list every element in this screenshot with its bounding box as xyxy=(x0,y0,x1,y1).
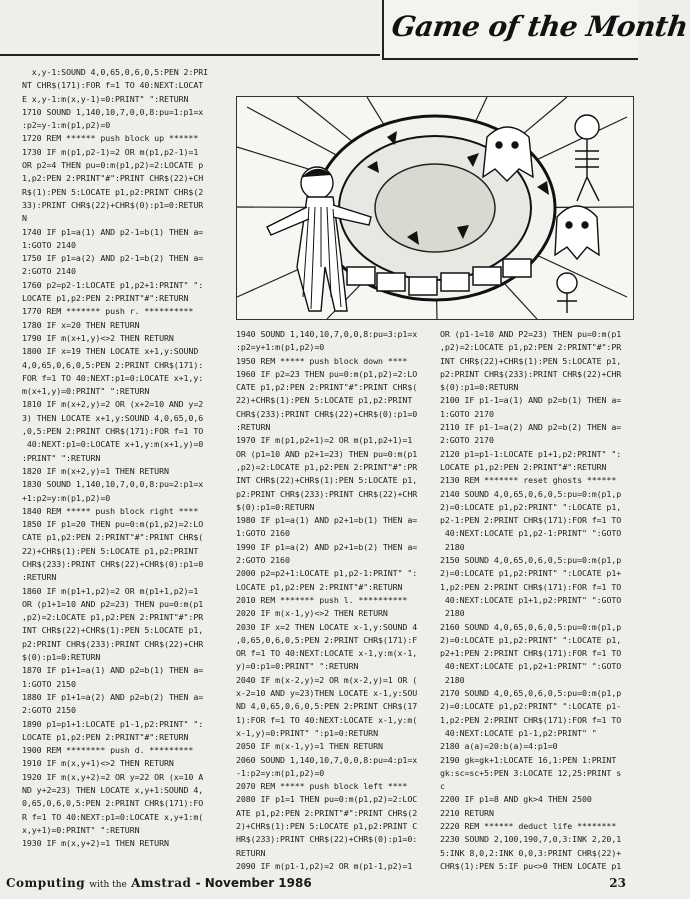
code-line: 22)+CHR$(1):PEN 5:LOCATE p1,p2:PRINT xyxy=(22,545,199,556)
code-line: +1:p2=y:m(p1,p2)=0 xyxy=(22,492,111,503)
code-line: 22)+CHR$(1):PEN 5:LOCATE p1,p2:PRINT xyxy=(236,395,413,406)
code-line: CATE p1,p2:PEN 2:PRINT"#":PRINT CHR$( xyxy=(236,382,418,393)
code-line: 1790 IF m(x+1,y)<>2 THEN RETURN xyxy=(22,332,174,343)
code-line: x-2=10 AND y=23)THEN LOCATE x-1,y:SOU xyxy=(236,688,418,699)
code-line: 1710 SOUND 1,140,10,7,0,0,8:pu=1:p1=x xyxy=(22,106,204,117)
magazine-name-part-3: Amstrad xyxy=(131,876,192,890)
code-line: 1890 p1=p1+1:LOCATE p1-1,p2:PRINT" ": xyxy=(22,718,204,729)
code-line: 2130 REM ******* reset ghosts ****** xyxy=(440,475,617,486)
code-line: 2080 IF p1=1 THEN pu=0:m(p1,p2)=2:LOC xyxy=(236,794,418,805)
code-line: :RETURN xyxy=(236,422,271,433)
code-line: 1730 IF m(p1,p2-1)=2 OR m(p1,p2-1)=1 xyxy=(22,146,199,157)
code-line: ,p2)=2:LOCATE p1,p2:PEN 2:PRINT"#":PR xyxy=(22,612,204,623)
code-line: ,p2)=2:LOCATE p1,p2:PEN 2:PRINT"#":PR xyxy=(440,342,622,353)
code-line: :p2=y-1:m(p1,p2)=0 xyxy=(22,120,111,131)
section-title: Game of the Month xyxy=(389,10,690,43)
code-line: 2:GOTO 2170 xyxy=(440,435,494,446)
code-line: 40:NEXT:LOCATE p1+1,p2:PRINT" ":GOTO xyxy=(440,594,622,605)
footer-separator: - xyxy=(195,876,201,890)
code-line: 1,p2:PEN 2:PRINT CHR$(171):FOR f=1 TO xyxy=(440,714,622,725)
code-line: x,y-1:SOUND 4,0,65,0,6,0,5:PEN 2:PRI xyxy=(22,67,209,77)
code-line: OR p2=4 THEN pu=0:m(p1,p2)=2:LOCATE p xyxy=(22,160,204,171)
code-line: 2230 SOUND 2,100,190,7,0,3:INK 2,20,1 xyxy=(440,834,622,845)
code-line: LOCATE p1,p2:PEN 2:PRINT"#":RETURN xyxy=(440,461,607,472)
code-line: 2)+CHR$(1):PEN 5:LOCATE p1,p2:PRINT C xyxy=(236,820,418,831)
code-line: 2200 IF p1=8 AND gk>4 THEN 2500 xyxy=(440,794,592,805)
code-line: 2:GOTO 2140 xyxy=(22,266,76,277)
code-line: ,p2)=2:LOCATE p1,p2:PEN 2:PRINT"#":PR xyxy=(236,461,418,472)
code-line: 2020 IF m(x-1,y)<>2 THEN RETURN xyxy=(236,608,388,619)
code-line: CHR$(233):PRINT CHR$(22)+CHR$(0):p1=0 xyxy=(236,408,418,419)
code-line: 1780 IF x=20 THEN RETURN xyxy=(22,319,140,330)
code-line: 3) THEN LOCATE x+1,y:SOUND 4,0,65,0,6 xyxy=(22,412,204,423)
code-line: 2010 REM ******* push l. ********** xyxy=(236,594,408,605)
page-header xyxy=(0,0,690,62)
code-line: 2)=0:LOCATE p1,p2:PRINT" ":LOCATE p1- xyxy=(440,701,622,712)
code-line: 2180 xyxy=(440,674,465,685)
code-line: 2090 IF m(p1-1,p2)=2 OR m(p1-1,p2)=1 xyxy=(236,860,413,871)
code-line: HR$(233):PRINT CHR$(22)+CHR$(0):p1=0: xyxy=(236,834,418,845)
code-line: m(x+1,y)=0:PRINT" ":RETURN xyxy=(22,386,150,397)
code-line: 1:GOTO 2160 xyxy=(236,528,290,539)
code-line: 4,0,65,0,6,0,5:PEN 2:PRINT CHR$(171): xyxy=(22,359,204,370)
code-line: 1900 REM ******** push d. ********* xyxy=(22,745,194,756)
code-line: 1980 IF p1=a(1) AND p2+1=b(1) THEN a= xyxy=(236,515,418,526)
listing-column-1 xyxy=(22,66,222,851)
code-line: 1:GOTO 2150 xyxy=(22,678,76,689)
code-line: c xyxy=(440,781,445,792)
code-line: FOR f=1 TO 40:NEXT:p1=0:LOCATE x+1,y: xyxy=(22,372,204,383)
code-line: 1950 REM ***** push block down **** xyxy=(236,355,408,366)
code-line: 2:GOTO 2150 xyxy=(22,705,76,716)
code-line: 1840 REM ***** push block right **** xyxy=(22,505,199,516)
code-line: 1960 IF p2=23 THEN pu=0:m(p1,p2)=2:LO xyxy=(236,368,418,379)
code-line: 5:INK 8,0,2:INK 0,0,3:PRINT CHR$(22)+ xyxy=(440,847,622,858)
code-line: 1760 p2=p2-1:LOCATE p1,p2+1:PRINT" ": xyxy=(22,279,204,290)
code-line: :p2=y+1:m(p1,p2)=0 xyxy=(236,342,325,353)
code-line: 1860 IF m(p1+1,p2)=2 OR m(p1+1,p2)=1 xyxy=(22,585,199,596)
code-line: p2:PRINT CHR$(233):PRINT CHR$(22)+CHR xyxy=(236,488,418,499)
code-line: 2)=0:LOCATE p1,p2:PRINT" ":LOCATE p1+ xyxy=(440,568,622,579)
code-line: 2190 gk=gk+1:LOCATE 16,1:PEN 1:PRINT xyxy=(440,754,617,765)
code-line: 2030 IF x=2 THEN LOCATE x-1,y:SOUND 4 xyxy=(236,621,418,632)
code-line: 40:NEXT:LOCATE p1,p2-1:PRINT" ":GOTO xyxy=(440,528,622,539)
code-line: LOCATE p1,p2:PEN 2:PRINT"#":RETURN xyxy=(22,293,189,304)
code-line: N xyxy=(22,213,27,224)
code-line: ND 4,0,65,0,6,0,5:PEN 2:PRINT CHR$(17 xyxy=(236,701,418,712)
code-line: INT CHR$(22)+CHR$(1):PEN 5:LOCATE p1, xyxy=(440,355,622,366)
code-line: 2)=0:LOCATE p1,p2:PRINT" ":LOCATE p1, xyxy=(440,634,622,645)
code-line: 1740 IF p1=a(1) AND p2-1=b(1) THEN a= xyxy=(22,226,204,237)
code-line: ,0,65,0,6,0,5:PEN 2:PRINT CHR$(171):F xyxy=(236,634,418,645)
code-line: RETURN xyxy=(236,847,266,858)
code-line: 2120 p1=p1-1:LOCATE p1+1,p2:PRINT" ": xyxy=(440,448,622,459)
code-line: NT CHR$(171):FOR f=1 TO 40:NEXT:LOCAT xyxy=(22,80,204,91)
page-number: 23 xyxy=(609,876,626,890)
code-line: OR f=1 TO 40:NEXT:LOCATE x-1,y:m(x-1, xyxy=(236,648,418,659)
code-line: $(0):p1=0:RETURN xyxy=(22,652,101,663)
listing-column-2 xyxy=(236,328,432,873)
code-line: E x,y-1:m(x,y-1)=0:PRINT" ":RETURN xyxy=(22,93,189,104)
code-line: 1880 IF p1+1=a(2) AND p2=b(2) THEN a= xyxy=(22,691,204,702)
code-line: CHR$(233):PRINT CHR$(22)+CHR$(0):p1=0 xyxy=(22,558,204,569)
code-line: 1910 IF m(x,y+1)<>2 THEN RETURN xyxy=(22,758,174,769)
code-line: ATE p1,p2:PEN 2:PRINT"#":PRINT CHR$(2 xyxy=(236,807,418,818)
code-line: 2000 p2=p2+1:LOCATE p1,p2-1:PRINT" ": xyxy=(236,568,418,579)
code-line: R f=1 TO 40:NEXT:p1=0:LOCATE x,y+1:m( xyxy=(22,811,204,822)
code-line: 40:NEXT:LOCATE p1,p2+1:PRINT" ":GOTO xyxy=(440,661,622,672)
code-line: 2:GOTO 2160 xyxy=(236,555,290,566)
code-line: ND y+2=23) THEN LOCATE x,y+1:SOUND 4, xyxy=(22,785,204,796)
code-line: gk:sc=sc+5:PEN 3:LOCATE 12,25:PRINT s xyxy=(440,767,622,778)
code-line: 2050 IF m(x-1,y)=1 THEN RETURN xyxy=(236,741,383,752)
code-line: LOCATE p1,p2:PEN 2:PRINT"#":RETURN xyxy=(236,581,403,592)
code-line: OR (p1=10 AND p2+1=23) THEN pu=0:m(p1 xyxy=(236,448,418,459)
code-line: OR (p1+1=10 AND p2=23) THEN pu=0:m(p1 xyxy=(22,598,204,609)
code-line: 1990 IF p1=a(2) AND p2+1=b(2) THEN a= xyxy=(236,541,418,552)
code-line: CATE p1,p2:PEN 2:PRINT"#":PRINT CHR$( xyxy=(22,532,204,543)
code-line: p2:PRINT CHR$(233):PRINT CHR$(22)+CHR xyxy=(22,638,204,649)
code-line: y)=0:p1=0:PRINT" ":RETURN xyxy=(236,661,359,672)
code-line: 1800 IF x=19 THEN LOCATE x+1,y:SOUND xyxy=(22,346,199,357)
code-line: 2060 SOUND 1,140,10,7,0,0,8:pu=4:p1=x xyxy=(236,754,418,765)
code-line: 1:GOTO 2140 xyxy=(22,239,76,250)
code-line: 1,p2:PEN 2:PRINT CHR$(171):FOR f=1 TO xyxy=(440,581,622,592)
code-line: CHR$(1):PEN 5:IF pu<>0 THEN LOCATE p1 xyxy=(440,860,622,871)
code-line: 1920 IF m(x,y+2)=2 OR y=22 OR (x=10 A xyxy=(22,771,204,782)
ghost-cartoon-drawing xyxy=(237,97,633,319)
code-line: 1810 IF m(x+2,y)=2 OR (x+2=10 AND y=2 xyxy=(22,399,204,410)
code-line: 1720 REM ****** push block up ****** xyxy=(22,133,199,144)
code-line: 1):FOR f=1 TO 40:NEXT:LOCATE x-1,y:m( xyxy=(236,714,418,725)
code-line: 1770 REM ******* push r. ********** xyxy=(22,306,194,317)
code-line: 1940 SOUND 1,140,10,7,0,0,8:pu=3:p1=x xyxy=(236,329,418,339)
code-line: :RETURN xyxy=(22,572,57,583)
code-line: 33):PRINT CHR$(22)+CHR$(0):p1=0:RETUR xyxy=(22,199,204,210)
code-line: p2:PRINT CHR$(233):PRINT CHR$(22)+CHR xyxy=(440,368,622,379)
code-line: 40:NEXT:p1=0:LOCATE x+1,y:m(x+1,y)=0 xyxy=(22,439,204,450)
magazine-name-part-2: with the xyxy=(89,880,127,890)
code-line: 1:GOTO 2170 xyxy=(440,408,494,419)
magazine-masthead xyxy=(6,876,312,890)
code-line: x-1,y)=0:PRINT" ":p1=0:RETURN xyxy=(236,727,378,738)
code-line: 2170 SOUND 4,0,65,0,6,0,5:pu=0:m(p1,p xyxy=(440,688,622,699)
code-line: OR (p1-1=10 AND P2=23) THEN pu=0:m(p1 xyxy=(440,329,622,339)
page-footer xyxy=(0,870,636,899)
magazine-name-part-1: Computing xyxy=(6,876,86,890)
code-line: INT CHR$(22)+CHR$(1):PEN 5:LOCATE p1, xyxy=(236,475,418,486)
issue-date: November 1986 xyxy=(204,876,312,890)
code-line: INT CHR$(22)+CHR$(1):PEN 5:LOCATE p1, xyxy=(22,625,204,636)
code-line: 2210 RETURN xyxy=(440,807,494,818)
code-line: 2110 IF p1-1=a(2) AND p2=b(2) THEN a= xyxy=(440,422,622,433)
code-line: 1930 IF m(x,y+2)=1 THEN RETURN xyxy=(22,838,169,849)
code-line: 1850 IF p1=20 THEN pu=0:m(p1,p2)=2:LO xyxy=(22,519,204,530)
code-line: 2140 SOUND 4,0,65,0,6,0,5:pu=0:m(p1,p xyxy=(440,488,622,499)
code-line: p2+1:PEN 2:PRINT CHR$(171):FOR f=1 TO xyxy=(440,648,622,659)
code-line: $(0):p1=0:RETURN xyxy=(440,382,519,393)
code-line: x,y+1)=0:PRINT" ":RETURN xyxy=(22,824,140,835)
code-line: p2-1:PEN 2:PRINT CHR$(171):FOR f=1 TO xyxy=(440,515,622,526)
code-line: R$(1):PEN 5:LOCATE p1,p2:PRINT CHR$(2 xyxy=(22,186,204,197)
code-line: 2220 REM ****** deduct life ******** xyxy=(440,820,617,831)
code-line: 2070 REM ***** push block left **** xyxy=(236,781,408,792)
game-illustration xyxy=(236,96,634,320)
code-line: 1,p2:PEN 2:PRINT"#":PRINT CHR$(22)+CH xyxy=(22,173,204,184)
code-line: 2180 xyxy=(440,608,465,619)
code-line: 1870 IF p1+1=a(1) AND p2=b(1) THEN a= xyxy=(22,665,204,676)
code-line: 2)=0:LOCATE p1,p2:PRINT" ":LOCATE p1, xyxy=(440,501,622,512)
code-line: 1830 SOUND 1,140,10,7,0,0,8:pu=2:p1=x xyxy=(22,479,204,490)
code-line: 2160 SOUND 4,0,65,0,6,0,5:pu=0:m(p1,p xyxy=(440,621,622,632)
code-line: LOCATE p1,p2:PEN 2:PRINT"#":RETURN xyxy=(22,731,189,742)
code-line: $(0):p1=0:RETURN xyxy=(236,501,315,512)
code-line: 2040 IF m(x-2,y)=2 OR m(x-2,y)=1 OR ( xyxy=(236,674,418,685)
code-line: ,0,5:PEN 2:PRINT CHR$(171):FOR f=1 TO xyxy=(22,426,204,437)
code-line: :PRINT" ":RETURN xyxy=(22,452,101,463)
code-line: 1820 IF m(x+2,y)=1 THEN RETURN xyxy=(22,465,169,476)
listing-column-3 xyxy=(440,328,628,873)
code-line: 0,65,0,6,0,5:PEN 2:PRINT CHR$(171):FO xyxy=(22,798,204,809)
code-line: 2100 IF p1-1=a(1) AND p2=b(1) THEN a= xyxy=(440,395,622,406)
header-rule xyxy=(0,54,380,56)
code-line: 1750 IF p1=a(2) AND p2-1=b(2) THEN a= xyxy=(22,253,204,264)
code-line: 40:NEXT:LOCATE p1-1,p2:PRINT" " xyxy=(440,727,597,738)
code-line: -1:p2=y:m(p1,p2)=0 xyxy=(236,767,325,778)
code-line: 2180 xyxy=(440,541,465,552)
code-line: 2180 a(a)=20:b(a)=4:p1=0 xyxy=(440,741,558,752)
code-line: 1970 IF m(p1,p2+1)=2 OR m(p1,p2+1)=1 xyxy=(236,435,413,446)
code-line: 2150 SOUND 4,0,65,0,6,0,5:pu=0:m(p1,p xyxy=(440,555,622,566)
